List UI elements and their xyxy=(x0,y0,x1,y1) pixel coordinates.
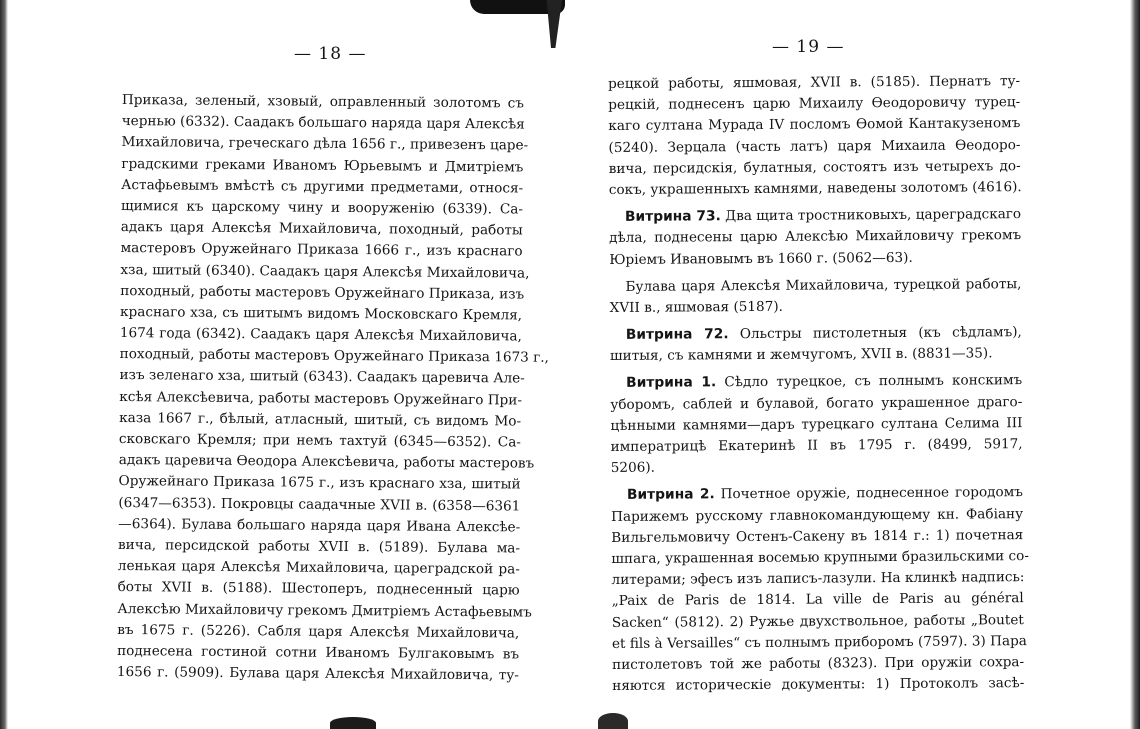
text-line: рецкій, поднесенъ царю Михаилу Ѳеодоровичу турец- xyxy=(608,94,1021,114)
text-line: Вильгельмовичу Остенъ-Сакену въ 1814 г.: 1) почетная xyxy=(611,526,1024,546)
right-page-number: — 19 — xyxy=(772,37,845,57)
text-line: 5206). xyxy=(610,459,656,477)
vitrina-label: Витрина 72. xyxy=(625,326,729,343)
text-line: цѣнными камнями—даръ турецкаго султана Селима III xyxy=(610,414,1023,434)
text-line: XVII в., яшмовая (5187). xyxy=(609,298,784,316)
section-heading-line xyxy=(609,204,1021,228)
text-line: ксѣя Алексѣевича, работы мастеровъ Оружейнаго При- xyxy=(119,388,523,409)
text-line: няются историческіе документы: 1) Протоколъ засѣ- xyxy=(612,675,1025,695)
text-line: литерами; эфесъ изъ лаписъ-лазули. На клинкѣ надпись: xyxy=(611,569,1025,589)
text-line: 1656 г. (5909). Булава царя Алексѣя Михайловича, ту- xyxy=(116,664,519,684)
text-line: изъ зеленаго хза, шитый (6343). Саадакъ царевича Але- xyxy=(119,367,525,387)
section-heading-line xyxy=(610,371,1022,395)
text-line: (6347—6353). Покровцы саадачные XVII в. (6358—6361 xyxy=(118,494,521,515)
text-line: хза, шитый (6340). Саадакъ царя Алексѣя Михайловича, xyxy=(120,261,530,282)
text-line: щимися къ царскому чину и вооруженію (6339). Са- xyxy=(120,197,524,218)
text-line: адакъ царя Алексѣя Михайловича, походный, работы xyxy=(120,219,523,239)
text-line: (5240). Зерцала (часть латъ) царя Михаила Ѳеодоро- xyxy=(608,136,1021,156)
text-line: пистолетовъ той же работы (8323). При оружіи сохра- xyxy=(612,653,1025,673)
text-line: et fils à Versailles“ съ полнымъ приборомъ (7597). 3) Пара xyxy=(611,632,1027,652)
text-line: каза 1667 г., бѣлый, атласный, шитый, съ видомъ Мо- xyxy=(119,409,522,430)
text-line: походный, работы мастеровъ Оружейнаго Приказа, изъ xyxy=(120,282,525,303)
section-first-line-text: Два щита тростниковыхъ, цареградскаго xyxy=(725,206,1022,225)
text-line: рецкой работы, яшмовая, XVII в. (5185). Пернатъ ту- xyxy=(608,73,1021,92)
text-line: сокъ, украшенныхъ камнями, наведены золотомъ (4616). xyxy=(608,179,1022,198)
paragraph-first-line: Булава царя Алексѣя Михайловича, турецкой работы, xyxy=(625,275,1022,295)
text-line: „Paix de Paris de 1814. La ville de Paris au général xyxy=(611,590,1024,610)
text-line: вича, персидскія, булатныя, состоятъ изъ четырехъ до- xyxy=(608,157,1021,177)
scan-blot-bottom-right xyxy=(598,713,628,729)
text-line: Юріемъ Ивановымъ въ 1660 г. (5062—63). xyxy=(609,249,913,268)
right-page-text xyxy=(608,71,1029,697)
vitrina-label: Витрина 1. xyxy=(626,374,717,392)
left-page-number: — 18 — xyxy=(294,44,367,64)
text-line: уборомъ, саблей и булавой, богато украшенное драго- xyxy=(610,393,1023,413)
section-first-line-text: Почетное оружіе, поднесенное городомъ xyxy=(720,484,1023,503)
text-line: —6364). Булава большаго наряда царя Ивана Алексѣе- xyxy=(118,515,521,536)
text-line: вича, персидской работы XVII в. (5189). Булава ма- xyxy=(117,536,521,557)
text-line: Михайловича, греческаго дѣла 1656 г., привезенъ царе- xyxy=(121,134,529,154)
scan-edge-left xyxy=(0,0,8,729)
section-heading-line xyxy=(611,482,1023,506)
text-line: ленькая царя Алексѣя Михайловича, цареградской ра- xyxy=(117,558,520,578)
text-line: походный, работы мастеровъ Оружейнаго Приказа 1673 г., xyxy=(119,346,549,366)
text-line: краснаго хза, съ шитымъ видомъ Московскаго Кремля, xyxy=(119,303,523,324)
text-line: боты XVII в. (5188). Шестоперъ, поднесенный царю xyxy=(117,579,520,599)
scan-edge-right xyxy=(1130,0,1140,729)
vitrina-label: Витрина 73. xyxy=(624,208,721,226)
text-line: Приказа, зеленый, хзовый, оправленный золотомъ съ xyxy=(121,91,524,112)
text-line: въ 1675 г. (5226). Сабля царя Алексѣя Михайловича, xyxy=(117,621,520,642)
text-line: Sacken“ (5812). 2) Ружье двухствольное, работы „Boutet xyxy=(611,611,1024,631)
section-first-line-text: Ольстры пистолетныя (къ сѣдламъ), xyxy=(739,324,1022,343)
text-line: поднесена гостиной сотни Иваномъ Булгаковымъ въ xyxy=(117,642,520,663)
text-line: мастеровъ Оружейнаго Приказа 1666 г., изъ краснаго xyxy=(120,240,523,260)
text-line: чернью (6332). Саадакъ большаго наряда царя Алексѣя xyxy=(121,113,525,133)
text-line: шитыя, съ камнями и жемчугомъ, XVII в. (8831—35). xyxy=(609,345,993,365)
vitrina-label: Витрина 2. xyxy=(626,486,715,504)
text-line: 1674 года (6342). Саадакъ царя Алексѣя Михайловича, xyxy=(119,325,522,345)
text-line: Парижемъ русскому главнокомандующему кн. Фабіану xyxy=(611,505,1024,525)
text-line: адакъ царевича Ѳеодора Алексѣевича, работы мастеровъ xyxy=(118,452,535,472)
scan-blot-bottom-left xyxy=(330,717,376,729)
text-line: Алексѣю Михайловичу грекомъ Дмитріемъ Астафьевымъ xyxy=(117,600,532,621)
text-line: дѣла, поднесены царю Алексѣю Михайловичу грекомъ xyxy=(609,227,1022,247)
text-line: шпага, украшенная восемью крупными бразильскими со- xyxy=(611,548,1029,567)
section-first-line-text: Сѣдло турецкое, съ полнымъ конскимъ xyxy=(724,372,1023,391)
text-line: императрицѣ Екатеринѣ II въ 1795 г. (8499, 5917, xyxy=(610,436,1023,455)
text-line: градскими греками Иваномъ Юрьевымъ и Дмитріемъ xyxy=(121,155,524,176)
text-line: Оружейнаго Приказа 1675 г., изъ краснаго хза, шитый xyxy=(118,473,521,493)
left-page-text xyxy=(116,90,549,687)
section-heading-line xyxy=(610,322,1022,346)
text-line: Астафьевымъ вмѣстѣ съ другими предметами, относя- xyxy=(121,176,524,197)
text-line: каго султана Мурада IV посломъ Ѳомой Кантакузеномъ xyxy=(608,115,1021,135)
text-line: сковскаго Кремля; при немъ тахтуй (6345—6352). Са- xyxy=(118,430,522,451)
